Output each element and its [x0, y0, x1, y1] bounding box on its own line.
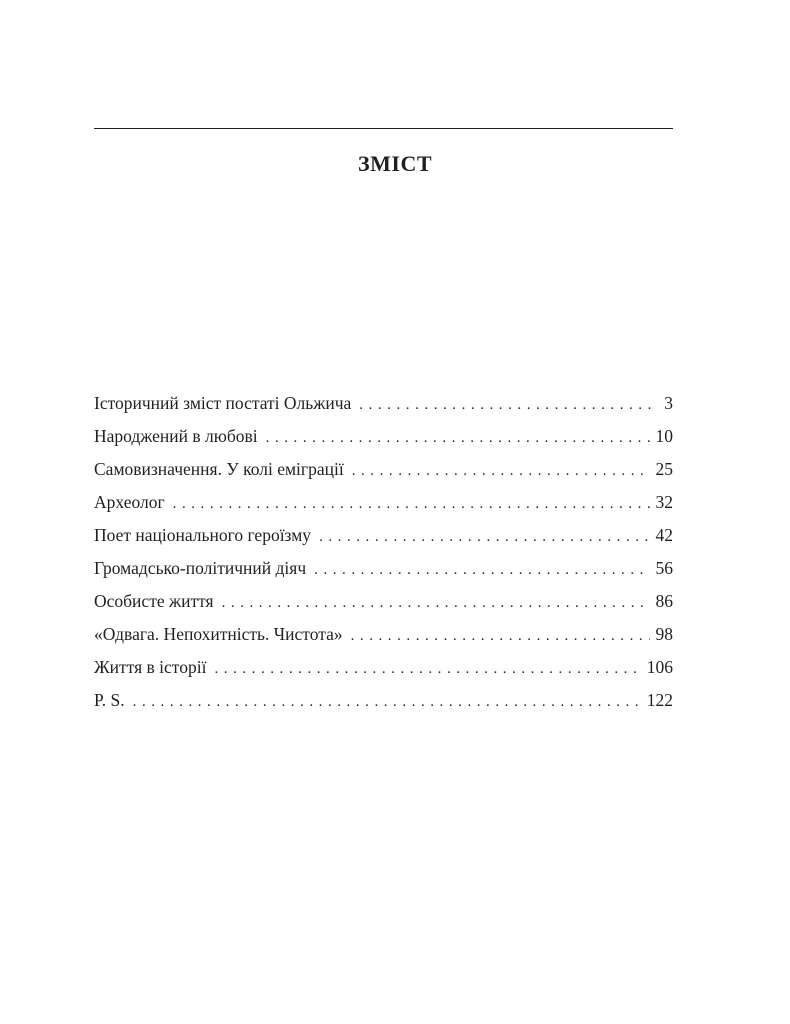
toc-entry	[94, 521, 673, 554]
toc-entry	[94, 554, 673, 587]
toc-entry-page-number: 25	[655, 459, 673, 479]
toc-entry-title: Археолог	[94, 492, 165, 512]
toc-entry	[94, 389, 673, 422]
toc-entry-page-number: 98	[655, 624, 673, 644]
toc-entry	[94, 686, 673, 719]
toc-entry-title: Громадсько-політичний діяч	[94, 558, 307, 578]
toc-dot-leader	[319, 523, 649, 551]
toc-entry	[94, 653, 673, 686]
toc-entry-title: Народжений в любові	[94, 426, 258, 446]
toc-entry	[94, 488, 673, 521]
toc-dot-leader	[266, 424, 650, 452]
toc-dot-leader	[359, 391, 658, 419]
toc-entry	[94, 587, 673, 620]
toc-entry-page-number: 3	[664, 393, 673, 413]
page-title: ЗМІСТ	[358, 151, 432, 176]
toc-entry	[94, 455, 673, 488]
top-rule	[94, 128, 673, 129]
toc-dot-leader	[133, 688, 641, 716]
toc-dot-leader	[173, 490, 650, 518]
toc-entry-page-number: 10	[655, 426, 673, 446]
toc-entry-page-number: 106	[646, 657, 673, 677]
toc-dot-leader	[351, 622, 650, 650]
toc-entry-page-number: 122	[646, 690, 673, 710]
toc-dot-leader	[352, 457, 650, 485]
toc-entry	[94, 422, 673, 455]
toc-entry-title: Самовизначення. У колі еміграції	[94, 459, 344, 479]
toc-entry-title: Поет національного героїзму	[94, 525, 312, 545]
toc-entry-page-number: 86	[655, 591, 673, 611]
toc-dot-leader	[214, 655, 640, 683]
toc-dot-leader	[222, 589, 650, 617]
toc-entry-title: Історичний зміст постаті Ольжича	[94, 393, 352, 413]
toc-entry-title: Життя в історії	[94, 657, 207, 677]
toc-entry-title: Особисте життя	[94, 591, 214, 611]
toc-entry-page-number: 32	[655, 492, 673, 512]
toc-entry-page-number: 56	[655, 558, 673, 578]
toc-entry-page-number: 42	[655, 525, 673, 545]
toc-entry-title: P. S.	[94, 690, 125, 710]
table-of-contents	[94, 389, 673, 719]
toc-dot-leader	[314, 556, 649, 584]
toc-entry	[94, 620, 673, 653]
toc-entry-title: «Одвага. Непохитність. Чистота»	[94, 624, 343, 644]
